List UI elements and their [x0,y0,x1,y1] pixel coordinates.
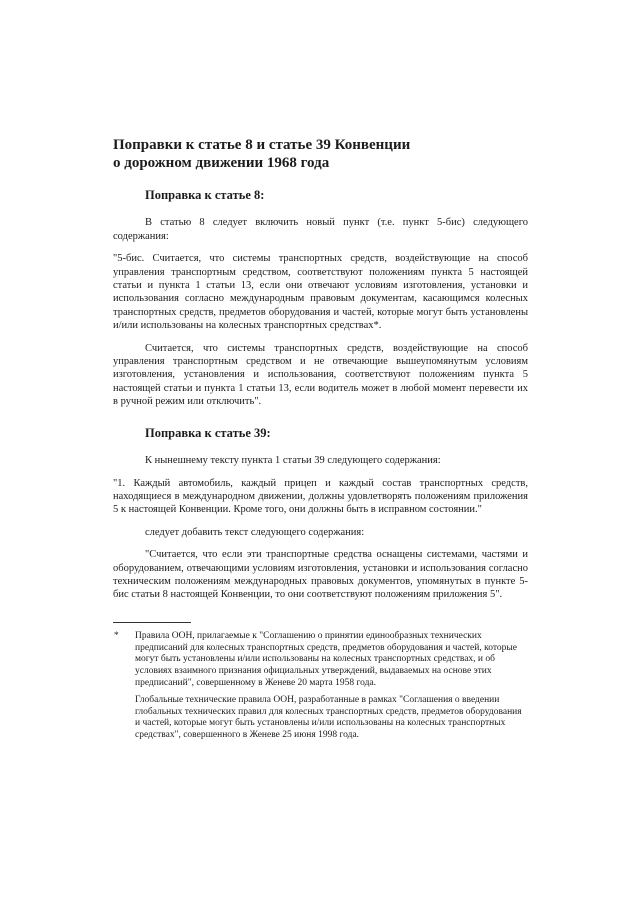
footnote [113,631,528,742]
article-39-intro: К нынешнему тексту пункта 1 статьи 39 следующего содержания: [145,455,441,467]
article-8-intro: В статью 8 следует включить новый пункт (т.е. пункт 5-бис) следующего содержания: [113,217,528,242]
footnote-text-1: Правила ООН, прилагаемые к "Соглашению о принятии единообразных технических предписаний для колесных транспортных средств, предметов оборудования и частей, которые могут быть установлены и/или использованы на колесных транспортных средствах, и об условиях взаимного признания официальных утверждений, выдаваемых на основе этих предписаний", совершенному в Женеве 20 марта 1958 года. [135,630,517,688]
article-39-paragraph-1: "1. Каждый автомобиль, каждый прицеп и каждый состав транспортных средств, находящиеся в международном движении, должны удовлетворять положениям приложения 5 к настоящей Конвенции. Кроме того, они должны быть в исправном состоянии." [113,477,528,516]
article-39-heading: Поправка к статье 39: [145,425,271,440]
document-title [113,136,528,172]
article-8-paragraph-2: Считается, что системы транспортных средств, воздействующие на способ управления транспортным средством и не отвечающие вышеупомянутым условиям изготовления, установления и использования, соответствуют положениям пункта 5 настоящей статьи и пункта 1 статьи 13, если водитель может в любой момент перевести их в ручной режим или отключить". [113,342,528,408]
article-8-paragraph-1: "5-бис. Считается, что системы транспортных средств, воздействующие на способ управления транспортным средством, соответствуют положениям пункта 5 настоящей статьи и пункта 1 статьи 13, если они отвечают условиям изготовления, установки и использования согласно международным правовым документам, касающимся колесных транспортных средств, предметов оборудования и частей, которые могут быть установлены и/или использованы на колесных транспортных средствах*. [113,253,528,332]
title-line-2: о дорожном движении 1968 года [113,155,330,171]
footnote-divider [113,622,191,623]
article-8-heading: Поправка к статье 8: [145,188,265,202]
footnote-text-2: Глобальные технические правила ООН, разработанные в рамках "Соглашения о введении глобальных технических правил для колесных транспортных средств, предметов оборудования и частей, которые могут быть установлены и/или использованы на колесных транспортных средствах", совершенного в Женеве 25 июня 1998 года. [135,694,522,741]
footnote-marker: * [114,630,119,641]
title-line-1: Поправки к статье 8 и статье 39 Конвенции [113,137,411,153]
article-39-paragraph-2: "Считается, что если эти транспортные средства оснащены системами, частями и оборудованием, отвечающими условиям изготовления, установки и использования согласно техническим положениям международных правовых документов, упомянутых в пункте 5-бис статьи 8 настоящей Конвенции, то они соответствуют положениям приложения 5". [113,549,528,601]
article-39-add-intro: следует добавить текст следующего содержания: [145,526,365,538]
document-body [113,136,528,747]
